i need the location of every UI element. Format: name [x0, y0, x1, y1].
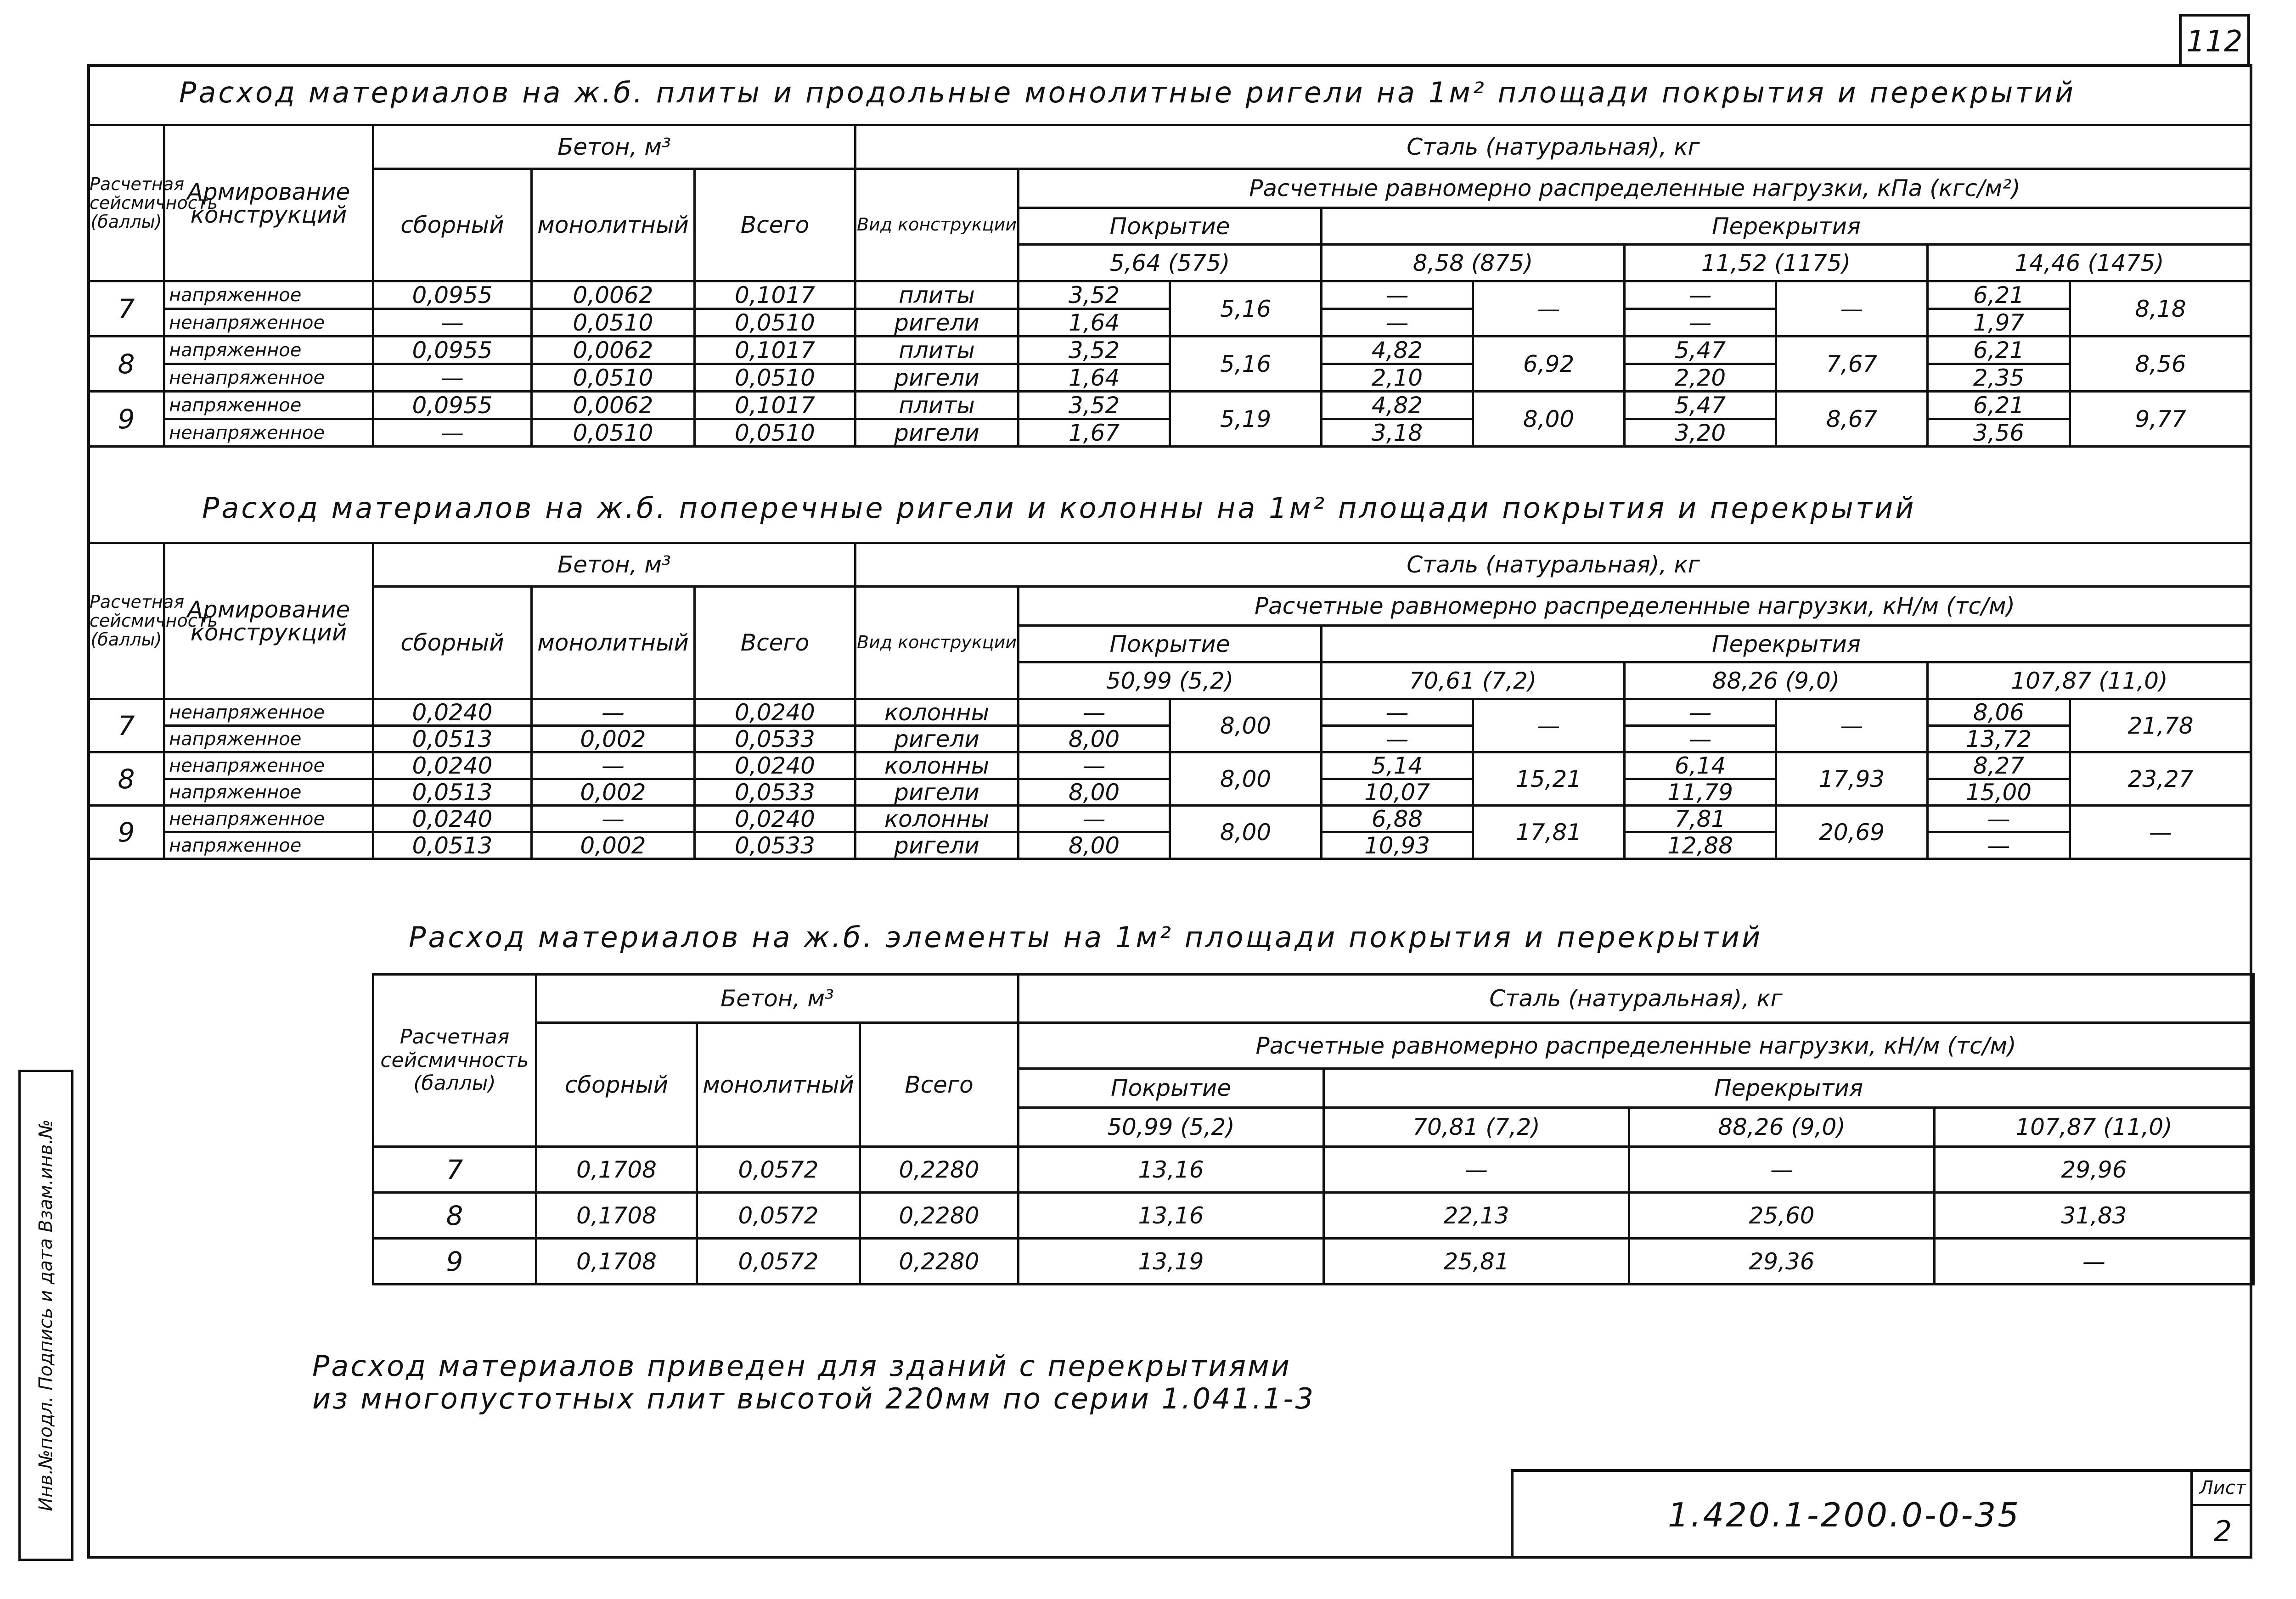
cell: — [373, 419, 532, 447]
cell: 0,0955 [373, 337, 532, 364]
cell: 10,93 [1322, 832, 1473, 859]
cell: — [532, 699, 695, 726]
cell: ригели [855, 364, 1019, 392]
cell: — [373, 364, 532, 392]
cell: 0,0513 [373, 726, 532, 752]
beton-header: Бетон, м³ [373, 543, 855, 587]
total: — [1473, 281, 1625, 337]
cell: плиты [855, 281, 1019, 309]
cell: 2,20 [1625, 364, 1776, 392]
cell: 0,0510 [695, 309, 855, 337]
cell: 5,14 [1322, 752, 1473, 779]
cell: 8,00 [1019, 726, 1170, 752]
vid-header: Вид конструкции [855, 587, 1019, 699]
cell: 3,56 [1928, 419, 2070, 447]
cell: 13,19 [1019, 1239, 1324, 1285]
load-value: 70,81 (7,2) [1324, 1108, 1629, 1147]
arm-type: напряженное [164, 832, 373, 859]
cell: 6,21 [1928, 281, 2070, 309]
cell: 6,21 [1928, 392, 2070, 419]
cell: 0,1017 [695, 281, 855, 309]
footnote [312, 1350, 1315, 1415]
cell: 3,52 [1019, 281, 1170, 309]
arm-type: напряженное [164, 726, 373, 752]
cell: — [1928, 832, 2070, 859]
total: 20,69 [1776, 806, 1928, 859]
cell: 0,0572 [697, 1147, 860, 1193]
sborny-header: сборный [536, 1023, 697, 1147]
arm-type: ненапряженное [164, 806, 373, 832]
cell: 25,60 [1629, 1193, 1935, 1239]
load-value: 50,99 (5,2) [1019, 662, 1322, 699]
page-number: 112 [2179, 14, 2250, 64]
cell: 11,79 [1625, 779, 1776, 806]
pokr-header: Покрытие [1019, 1069, 1324, 1108]
cell: 0,1708 [536, 1239, 697, 1285]
seismic-header: Расчетная сейсмичность (баллы) [89, 543, 164, 699]
cell: 0,1708 [536, 1193, 697, 1239]
cell: 4,82 [1322, 392, 1473, 419]
cell: — [1625, 309, 1776, 337]
cell: — [1322, 699, 1473, 726]
arm-type: ненапряженное [164, 699, 373, 726]
arm-type: ненапряженное [164, 419, 373, 447]
cell: 0,2280 [860, 1147, 1019, 1193]
footnote-line: из многопустотных плит высотой 220мм по серии 1.041.1-3 [312, 1382, 1316, 1416]
cell: 0,1017 [695, 392, 855, 419]
cell: 3,18 [1322, 419, 1473, 447]
cell: колонны [855, 699, 1019, 726]
total: 8,18 [2070, 281, 2251, 337]
pokr-header: Покрытие [1019, 208, 1322, 245]
seismic-header: Расчетная сейсмичность (баллы) [89, 125, 164, 281]
cell: 0,0955 [373, 392, 532, 419]
cell: 3,20 [1625, 419, 1776, 447]
cell: 0,0510 [532, 419, 695, 447]
loads-header: Расчетные равномерно распределенные нагрузки, кН/м (тс/м) [1019, 587, 2251, 626]
steel-header: Сталь (натуральная), кг [1019, 975, 2254, 1023]
cell: — [1019, 699, 1170, 726]
cell: 22,13 [1324, 1193, 1629, 1239]
cell: — [1928, 806, 2070, 832]
cell: — [1322, 726, 1473, 752]
total: — [1473, 699, 1625, 752]
cell: 8,27 [1928, 752, 2070, 779]
cell: 0,0533 [695, 779, 855, 806]
cell: 0,0533 [695, 726, 855, 752]
title-block [1511, 1469, 2252, 1559]
total: — [1776, 699, 1928, 752]
arm-type: напряженное [164, 392, 373, 419]
cell: колонны [855, 806, 1019, 832]
seismic-value: 9 [89, 392, 164, 447]
cell: ригели [855, 419, 1019, 447]
cell: 0,2280 [860, 1193, 1019, 1239]
cell: 0,0062 [532, 392, 695, 419]
arm-type: ненапряженное [164, 752, 373, 779]
cell: 13,16 [1019, 1193, 1324, 1239]
monolit-header: монолитный [532, 169, 695, 281]
cell: 0,2280 [860, 1239, 1019, 1285]
cell: ригели [855, 726, 1019, 752]
sidebar-text: Инв.№подл. Подпись и дата Взам.инв.№ [35, 1119, 56, 1511]
total: 8,00 [1170, 699, 1322, 752]
cell: 0,0533 [695, 832, 855, 859]
cell: 8,00 [1019, 779, 1170, 806]
sborny-header: сборный [373, 587, 532, 699]
monolit-header: монолитный [697, 1023, 860, 1147]
cell: 0,002 [532, 779, 695, 806]
seismic-value: 8 [89, 337, 164, 392]
cell: 13,16 [1019, 1147, 1324, 1193]
cell: 0,0513 [373, 779, 532, 806]
cell: 0,002 [532, 726, 695, 752]
load-value: 8,58 (875) [1322, 245, 1625, 281]
cell: 0,0240 [695, 752, 855, 779]
load-value: 88,26 (9,0) [1625, 662, 1928, 699]
arm-type: напряженное [164, 281, 373, 309]
cell: 1,64 [1019, 309, 1170, 337]
cell: 15,00 [1928, 779, 2070, 806]
table2-title: Расход материалов на ж.б. поперечные ригели и колонны на 1м² площади покрытия и перекрытий [202, 491, 1916, 525]
table3 [372, 973, 2255, 1285]
total: 8,00 [1170, 806, 1322, 859]
arm-header: Армирование конструкций [164, 543, 373, 699]
arm-type: напряженное [164, 337, 373, 364]
total: 8,56 [2070, 337, 2251, 392]
total: 7,67 [1776, 337, 1928, 392]
cell: 0,0062 [532, 337, 695, 364]
cell: 0,0240 [695, 699, 855, 726]
load-value: 88,26 (9,0) [1629, 1108, 1935, 1147]
beton-header: Бетон, м³ [373, 125, 855, 169]
cell: 12,88 [1625, 832, 1776, 859]
cell: 31,83 [1935, 1193, 2254, 1239]
cell: — [1625, 699, 1776, 726]
load-value: 14,46 (1475) [1928, 245, 2251, 281]
total: 8,67 [1776, 392, 1928, 447]
seismic-value: 7 [89, 699, 164, 752]
document-code: 1.420.1-200.0-0-35 [1667, 1496, 2021, 1534]
cell: — [1625, 281, 1776, 309]
total: 5,19 [1170, 392, 1322, 447]
cell: 8,00 [1019, 832, 1170, 859]
pokr-header: Покрытие [1019, 626, 1322, 662]
cell: 8,06 [1928, 699, 2070, 726]
steel-header: Сталь (натуральная), кг [855, 543, 2251, 587]
seismic-value: 7 [373, 1147, 536, 1193]
cell: — [1019, 806, 1170, 832]
seismic-value: 8 [373, 1193, 536, 1239]
load-value: 107,87 (11,0) [1928, 662, 2251, 699]
steel-header: Сталь (натуральная), кг [855, 125, 2251, 169]
total: 8,00 [1170, 752, 1322, 806]
cell: 13,72 [1928, 726, 2070, 752]
sidebar-stamp [18, 1070, 73, 1561]
cell: ригели [855, 309, 1019, 337]
table1 [87, 124, 2252, 448]
perekr-header: Перекрытия [1322, 208, 2251, 245]
cell: 2,10 [1322, 364, 1473, 392]
cell: — [1629, 1147, 1935, 1193]
cell: 29,36 [1629, 1239, 1935, 1285]
cell: 0,0240 [373, 806, 532, 832]
cell: 25,81 [1324, 1239, 1629, 1285]
sheet-label: Лист [2193, 1472, 2252, 1506]
cell: — [373, 309, 532, 337]
cell: 0,0240 [373, 699, 532, 726]
total: 8,00 [1473, 392, 1625, 447]
seismic-value: 7 [89, 281, 164, 337]
total: 5,16 [1170, 337, 1322, 392]
cell: 3,52 [1019, 392, 1170, 419]
cell: ригели [855, 779, 1019, 806]
cell: 1,67 [1019, 419, 1170, 447]
cell: 0,1708 [536, 1147, 697, 1193]
cell: ригели [855, 832, 1019, 859]
cell: колонны [855, 752, 1019, 779]
sborny-header: сборный [373, 169, 532, 281]
seismic-value: 9 [373, 1239, 536, 1285]
total: 17,81 [1473, 806, 1625, 859]
load-value: 107,87 (11,0) [1935, 1108, 2254, 1147]
cell: — [1322, 309, 1473, 337]
cell: 0,0240 [695, 806, 855, 832]
cell: — [1324, 1147, 1629, 1193]
cell: 5,47 [1625, 392, 1776, 419]
load-value: 50,99 (5,2) [1019, 1108, 1324, 1147]
cell: 0,0513 [373, 832, 532, 859]
perekr-header: Перекрытия [1324, 1069, 2254, 1108]
load-value: 5,64 (575) [1019, 245, 1322, 281]
table2 [87, 542, 2252, 860]
cell: 0,0572 [697, 1193, 860, 1239]
cell: 0,002 [532, 832, 695, 859]
cell: 0,0510 [695, 364, 855, 392]
cell: 4,82 [1322, 337, 1473, 364]
total: 21,78 [2070, 699, 2251, 752]
table1-title: Расход материалов на ж.б. плиты и продольные монолитные ригели на 1м² площади покрытия и перекрытий [179, 76, 2076, 109]
cell: 7,81 [1625, 806, 1776, 832]
sheet-number: 2 [2213, 1515, 2232, 1548]
cell: 6,88 [1322, 806, 1473, 832]
seismic-header: Расчетная сейсмичность (баллы) [373, 975, 536, 1147]
cell: 5,47 [1625, 337, 1776, 364]
loads-header: Расчетные равномерно распределенные нагрузки, кН/м (тс/м) [1019, 1023, 2254, 1069]
cell: 0,1017 [695, 337, 855, 364]
perekr-header: Перекрытия [1322, 626, 2251, 662]
cell: 6,14 [1625, 752, 1776, 779]
cell: — [1935, 1239, 2254, 1285]
loads-header: Расчетные равномерно распределенные нагрузки, кПа (кгс/м²) [1019, 169, 2251, 208]
total: 5,16 [1170, 281, 1322, 337]
vsego-header: Всего [695, 587, 855, 699]
cell: — [532, 806, 695, 832]
cell: — [532, 752, 695, 779]
cell: 0,0572 [697, 1239, 860, 1285]
vid-header: Вид конструкции [855, 169, 1019, 281]
cell: 29,96 [1935, 1147, 2254, 1193]
cell: 10,07 [1322, 779, 1473, 806]
cell: 0,0510 [532, 364, 695, 392]
total: — [1776, 281, 1928, 337]
cell: — [1625, 726, 1776, 752]
sheet-box [2190, 1472, 2252, 1559]
cell: 0,0955 [373, 281, 532, 309]
cell: 1,97 [1928, 309, 2070, 337]
arm-type: напряженное [164, 779, 373, 806]
cell: — [1322, 281, 1473, 309]
seismic-value: 9 [89, 806, 164, 859]
arm-type: ненапряженное [164, 309, 373, 337]
table3-title: Расход материалов на ж.б. элементы на 1м² площади покрытия и перекрытий [409, 920, 1763, 954]
total: 15,21 [1473, 752, 1625, 806]
cell: 0,0062 [532, 281, 695, 309]
cell: 3,52 [1019, 337, 1170, 364]
cell: — [1019, 752, 1170, 779]
cell: плиты [855, 337, 1019, 364]
vsego-header: Всего [860, 1023, 1019, 1147]
total: 9,77 [2070, 392, 2251, 447]
cell: плиты [855, 392, 1019, 419]
cell: 1,64 [1019, 364, 1170, 392]
vsego-header: Всего [695, 169, 855, 281]
cell: 2,35 [1928, 364, 2070, 392]
beton-header: Бетон, м³ [536, 975, 1019, 1023]
cell: 0,0510 [532, 309, 695, 337]
cell: 0,0240 [373, 752, 532, 779]
total: — [2070, 806, 2251, 859]
total: 6,92 [1473, 337, 1625, 392]
monolit-header: монолитный [532, 587, 695, 699]
seismic-value: 8 [89, 752, 164, 806]
cell: 6,21 [1928, 337, 2070, 364]
arm-type: ненапряженное [164, 364, 373, 392]
load-value: 11,52 (1175) [1625, 245, 1928, 281]
load-value: 70,61 (7,2) [1322, 662, 1625, 699]
arm-header: Армирование конструкций [164, 125, 373, 281]
footnote-line: Расход материалов приведен для зданий с перекрытиями [312, 1349, 1291, 1383]
cell: 0,0510 [695, 419, 855, 447]
total: 17,93 [1776, 752, 1928, 806]
total: 23,27 [2070, 752, 2251, 806]
